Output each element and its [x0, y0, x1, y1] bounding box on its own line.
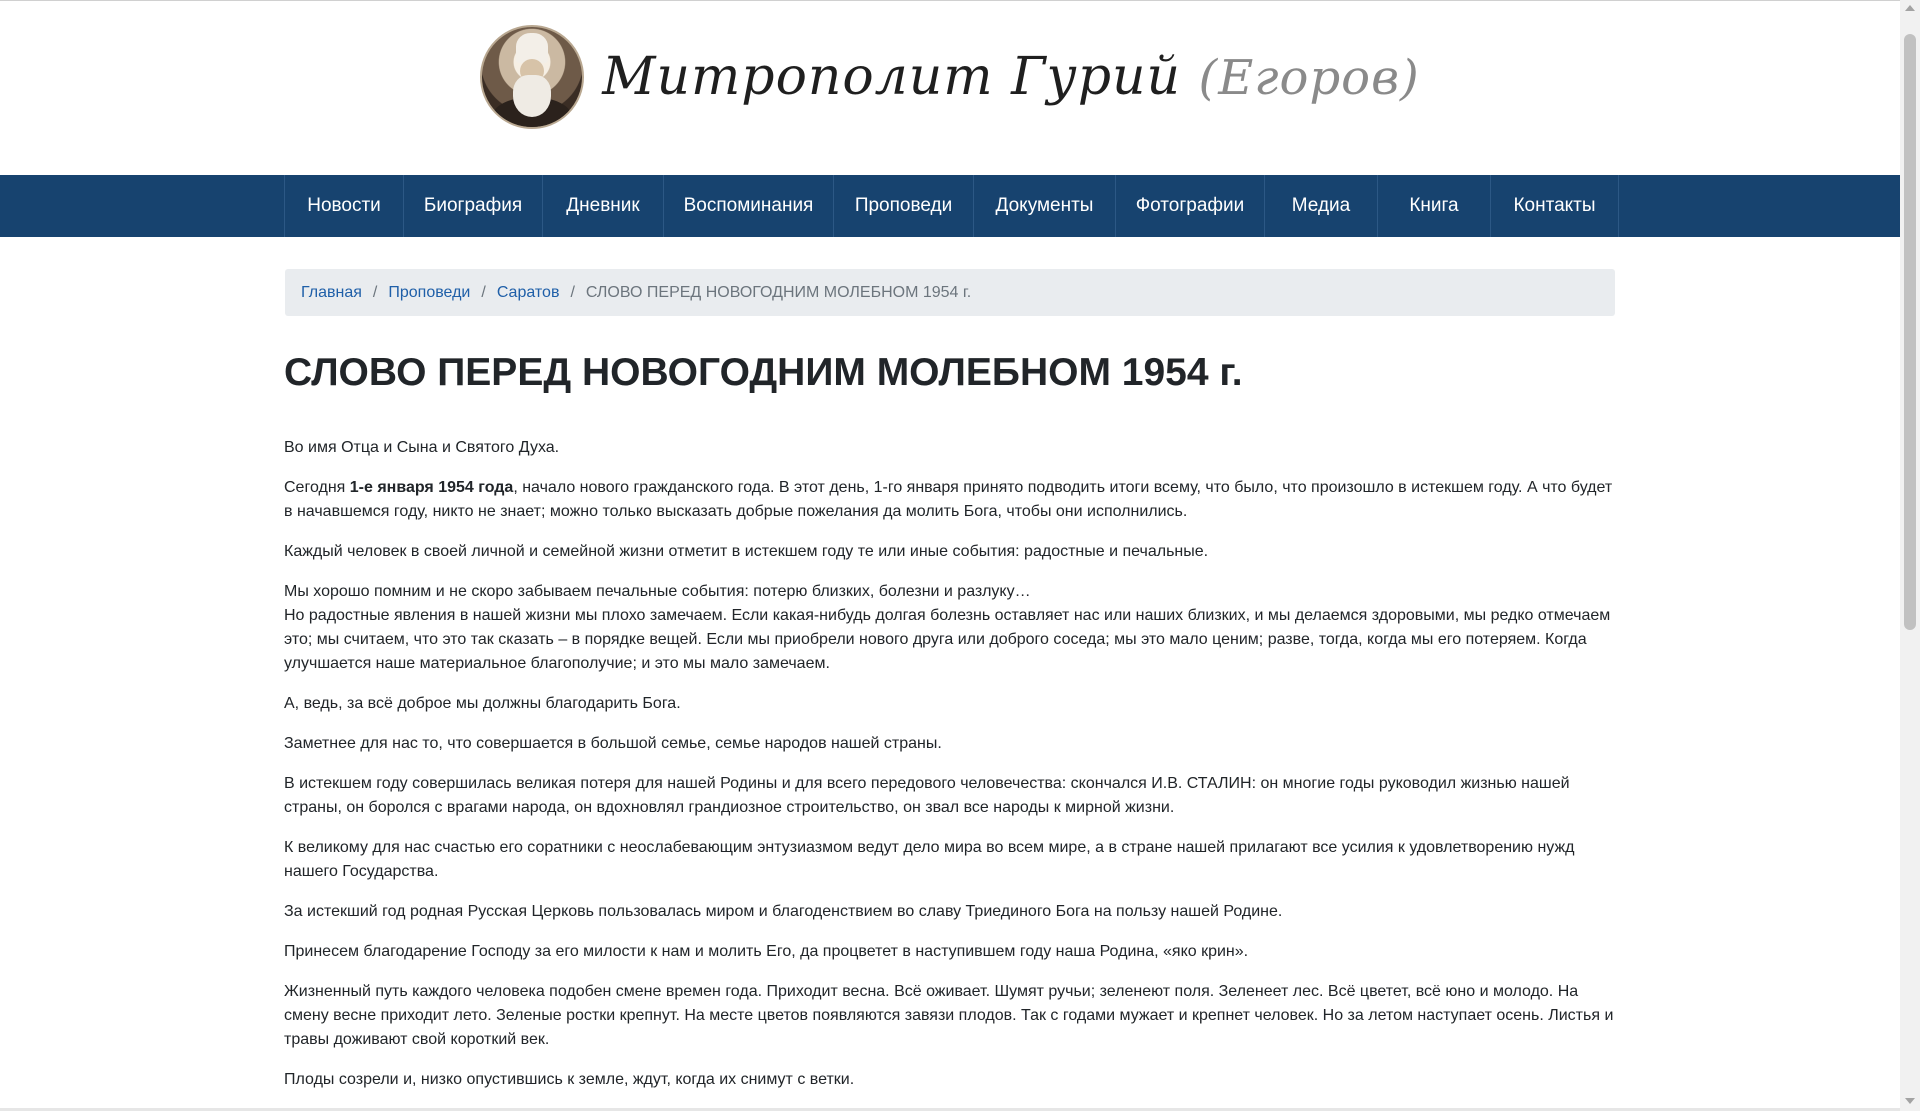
nav-item-memoirs[interactable]: Воспоминания	[664, 175, 834, 237]
nav-item-diary[interactable]: Дневник	[543, 175, 664, 237]
paragraph-text: Сегодня	[284, 479, 350, 496]
paragraph: Плоды созрели и, низко опустившись к земле, ждут, когда их снимут с ветки.	[284, 1071, 855, 1088]
paragraph: Принесем благодарение Господу за его милости к нам и молить Его, да процветет в наступившем году наша Родина, «яко крин».	[284, 943, 1249, 960]
breadcrumb-separator: /	[570, 283, 575, 301]
paragraph: За истекший год родная Русская Церковь пользовалась миром и благоденствием во славу Триединого Бога на пользу нашей Родине.	[284, 903, 1283, 920]
main-navbar	[0, 175, 1900, 237]
article-body	[284, 436, 1614, 1108]
scroll-up-arrow-icon[interactable]	[1905, 5, 1915, 11]
site-logo[interactable]	[480, 25, 1419, 129]
paragraph: К великому для нас счастью его соратники с неослабевающим энтузиазмом ведут дело мира во всем мире, а в стране нашей прилагают все усилия к удовлетворению нужд нашего Государства.	[284, 839, 1575, 880]
paragraph: В истекшем году совершилась великая потеря для нашей Родины и для всего передового человечества: скончался И.В. СТАЛИН: он многие годы руководил жизнью нашей страны, он боролся с врагами народа, он вдохновлял грандиозное строительство, он звал все народы к мирной жизни.	[284, 775, 1570, 816]
breadcrumb-separator: /	[481, 283, 486, 301]
breadcrumb-separator: /	[372, 283, 378, 301]
breadcrumb-sermons[interactable]: Проповеди	[388, 283, 471, 301]
breadcrumb-saratov[interactable]: Саратов	[496, 283, 560, 301]
breadcrumb	[285, 269, 1615, 316]
logo-title	[602, 47, 1419, 107]
paragraph: Каждый человек в своей личной и семейной жизни отметит в истекшем году те или иные события: радостные и печальные.	[284, 543, 1209, 560]
paragraph-line: Мы хорошо помним и не скоро забываем печальные события: потерю близких, болезни и разлуку…	[284, 583, 1031, 600]
paragraph-text: , начало нового гражданского года. В этот день, 1-го января принято подводить итоги всему, что было, что произошло в истекшем году. А что будет в начавшемся году, никто не знает; можно только высказать добрые пожелания да молить Бога, чтобы они исполнились.	[284, 479, 1613, 520]
paragraph: Жизненный путь каждого человека подобен смене времен года. Приходит весна. Всё оживает. Шумят ручьи; зеленеют поля. Зеленеет лес. Всё цветет, всё юно и молодо. На смену весне приходит лето. Зеленые ростки крепнут. На месте цветов появляются завязи плодов. Так с годами мужает и крепнет человек. Но за летом наступает осень. Листья и травы доживают свой короткий век.	[284, 983, 1614, 1048]
breadcrumb-current: СЛОВО ПЕРЕД НОВОГОДНИМ МОЛЕБНОМ 1954 г.	[585, 283, 972, 301]
site-header	[0, 1, 1900, 175]
logo-surname: (Егоров)	[1198, 50, 1420, 106]
paragraph-line: Но радостные явления в нашей жизни мы плохо замечаем. Если какая-нибудь долгая болезнь оставляет нас или наших близких, и мы делаемся здоровыми, мы редко отмечаем это; мы считаем, что это так сказать – в порядке вещей. Если мы приобрели нового друга или доброго соседа; мы это мало ценим; разве, тогда, когда мы его потеряем. Когда улучшается наше материальное благополучие; и это мы мало замечаем.	[284, 607, 1611, 672]
paragraph	[284, 476, 1614, 524]
nav-item-news[interactable]: Новости	[285, 175, 404, 237]
nav-item-book[interactable]: Книга	[1378, 175, 1491, 237]
paragraph: Заметнее для нас то, что совершается в большой семье, семье народов нашей страны.	[284, 735, 942, 752]
scroll-down-arrow-icon[interactable]	[1905, 1098, 1915, 1104]
nav-item-photos[interactable]: Фотографии	[1116, 175, 1265, 237]
nav-item-biography[interactable]: Биография	[404, 175, 543, 237]
main-menu	[284, 175, 1619, 237]
breadcrumb-home[interactable]: Главная	[301, 283, 362, 301]
vertical-scrollbar[interactable]	[1900, 0, 1920, 1111]
nav-item-media[interactable]: Медиа	[1265, 175, 1378, 237]
nav-item-contacts[interactable]: Контакты	[1491, 175, 1619, 237]
portrait-image	[480, 25, 584, 129]
paragraph	[284, 580, 1614, 676]
nav-item-documents[interactable]: Документы	[974, 175, 1116, 237]
nav-item-sermons[interactable]: Проповеди	[834, 175, 974, 237]
scrollbar-thumb[interactable]	[1904, 34, 1916, 630]
paragraph-bold-date: 1-е января 1954 года	[349, 479, 514, 496]
paragraph: А, ведь, за всё доброе мы должны благодарить Бога.	[284, 695, 681, 712]
logo-name: Митрополит Гурий	[602, 47, 1181, 107]
paragraph: Во имя Отца и Сына и Святого Духа.	[284, 439, 560, 456]
page-title: СЛОВО ПЕРЕД НОВОГОДНИМ МОЛЕБНОМ 1954 г.	[284, 351, 1243, 394]
